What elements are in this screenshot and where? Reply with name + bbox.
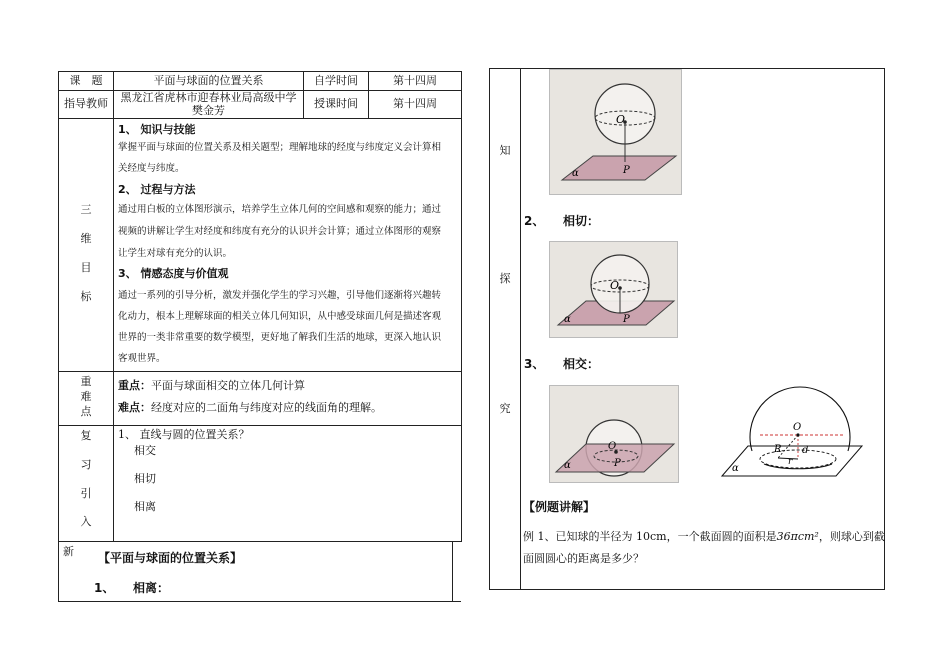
review-title: 1、 直线与圆的位置关系？ (118, 428, 250, 441)
side-label-1: 知 (499, 144, 511, 157)
photo1-label-p: P (623, 165, 630, 176)
hard-point-label: 难点： (118, 401, 151, 414)
keypoints-label-3: 点 (80, 405, 92, 418)
item3-text: 相交： (563, 357, 600, 371)
key-point-text: 平面与球面相交的立体几何计算 (151, 379, 305, 392)
review-item-2: 相切 (134, 472, 156, 485)
objectives-label-4: 标 (80, 290, 92, 303)
selfstudy-value: 第十四周 (393, 74, 437, 87)
item2-text: 相切： (563, 214, 600, 228)
topic-value: 平面与球面的位置关系 (153, 74, 264, 87)
diagram-label-o: O (793, 422, 802, 433)
key-point (118, 379, 305, 393)
example-text-line2: 面圆圆心的距离是多少？ (523, 552, 644, 565)
example-title: 【例题讲解】 (523, 500, 596, 514)
diagram-label-d: d (802, 445, 809, 456)
teach-time-label: 授课时间 (314, 97, 358, 110)
example-text-b: ，则球心到截 (818, 530, 885, 543)
new-label: 新 (63, 545, 74, 558)
objective-text-1-line2: 关经度与纬度。 (118, 163, 185, 174)
photo1-label-alpha: α (572, 168, 579, 179)
teacher-value-line2: 樊金芳 (192, 104, 225, 117)
review-item-1: 相交 (134, 444, 156, 457)
teacher-value-line1: 黑龙江省虎林市迎春林业局高级中学 (120, 91, 297, 104)
diagram-label-r-big: R (774, 444, 782, 455)
photo2-label-alpha: α (564, 314, 571, 325)
photo2-label-o: O (610, 279, 620, 292)
hard-point-text: 经度对应的二面角与纬度对应的线面角的理解。 (151, 401, 382, 414)
photo2-label-p: P (623, 314, 630, 325)
example-text-line1 (523, 530, 885, 544)
photo-separate-sphere (549, 69, 682, 195)
objectives-label-3: 目 (80, 261, 92, 274)
example-formula: 36πcm² (776, 530, 819, 543)
side-label-2: 探 (499, 272, 511, 285)
review-label-2: 习 (80, 458, 92, 471)
diagram-label-r-small: r (788, 457, 793, 467)
new-section-title: 【平面与球面的位置关系】 (98, 551, 243, 565)
objective-text-2-line3: 让学生对球有充分的认识。 (118, 248, 233, 259)
new-item1-num: 1、 (94, 581, 115, 595)
item3-num: 3、 (524, 357, 545, 371)
photo-intersect-sphere (549, 385, 679, 483)
review-label-4: 入 (80, 515, 92, 528)
review-label-1: 复 (80, 429, 92, 442)
review-item-3: 相离 (134, 500, 156, 513)
review-label-3: 引 (80, 487, 92, 500)
objective-text-2-line1: 通过用白板的立体图形演示，培养学生立体几何的空间感和观察的能力；通过 (118, 204, 442, 215)
photo3-label-o: O (608, 441, 617, 452)
diagram-label-alpha: α (732, 463, 739, 474)
sphere-section-diagram (718, 376, 866, 488)
teacher-label: 指导教师 (64, 97, 108, 110)
key-point-label: 重点： (118, 379, 151, 392)
side-label-3: 究 (499, 402, 511, 415)
teach-time-value: 第十四周 (393, 97, 437, 110)
photo-tangent-sphere (549, 241, 678, 338)
objective-text-3-line3: 世界的一类非常重要的数学模型，更好地了解我们生活的地球，更深入地认识 (118, 332, 442, 343)
topic-label: 课 题 (69, 74, 103, 87)
hard-point (118, 401, 382, 415)
objective-heading-3: 3、 情感态度与价值观 (118, 267, 229, 280)
objective-text-3-line1: 通过一系列的引导分析，激发并强化学生的学习兴趣，引导他们逐渐将兴趣转 (118, 290, 442, 301)
objective-text-2-line2: 视频的讲解让学生对经度和纬度有充分的认识并会计算；通过立体图形的观察 (118, 226, 442, 237)
photo3-label-alpha: α (564, 460, 571, 471)
objective-heading-2: 2、 过程与方法 (118, 183, 196, 196)
item2-num: 2、 (524, 214, 545, 228)
objectives-label-2: 维 (80, 232, 92, 245)
photo3-label-p: P (614, 458, 621, 469)
objective-heading-1: 1、 知识与技能 (118, 123, 196, 136)
objective-text-3-line4: 客观世界。 (118, 353, 166, 364)
objectives-label-1: 三 (80, 203, 92, 216)
photo1-label-o: O (616, 113, 626, 126)
keypoints-label-1: 重 (80, 375, 92, 388)
selfstudy-label: 自学时间 (314, 74, 358, 87)
objective-text-1-line1: 掌握平面与球面的位置关系及相关题型；理解地球的经度与纬度定义会计算相 (118, 142, 442, 153)
objective-text-3-line2: 化动力，根本上理解球面的相关立体几何知识，从中感受球面几何是描述客观 (118, 311, 442, 322)
keypoints-label-2: 难 (80, 390, 92, 403)
example-text-a: 例 1、已知球的半径为 10cm，一个截面圆的面积是 (523, 530, 777, 543)
new-item1-text: 相离： (133, 581, 170, 595)
